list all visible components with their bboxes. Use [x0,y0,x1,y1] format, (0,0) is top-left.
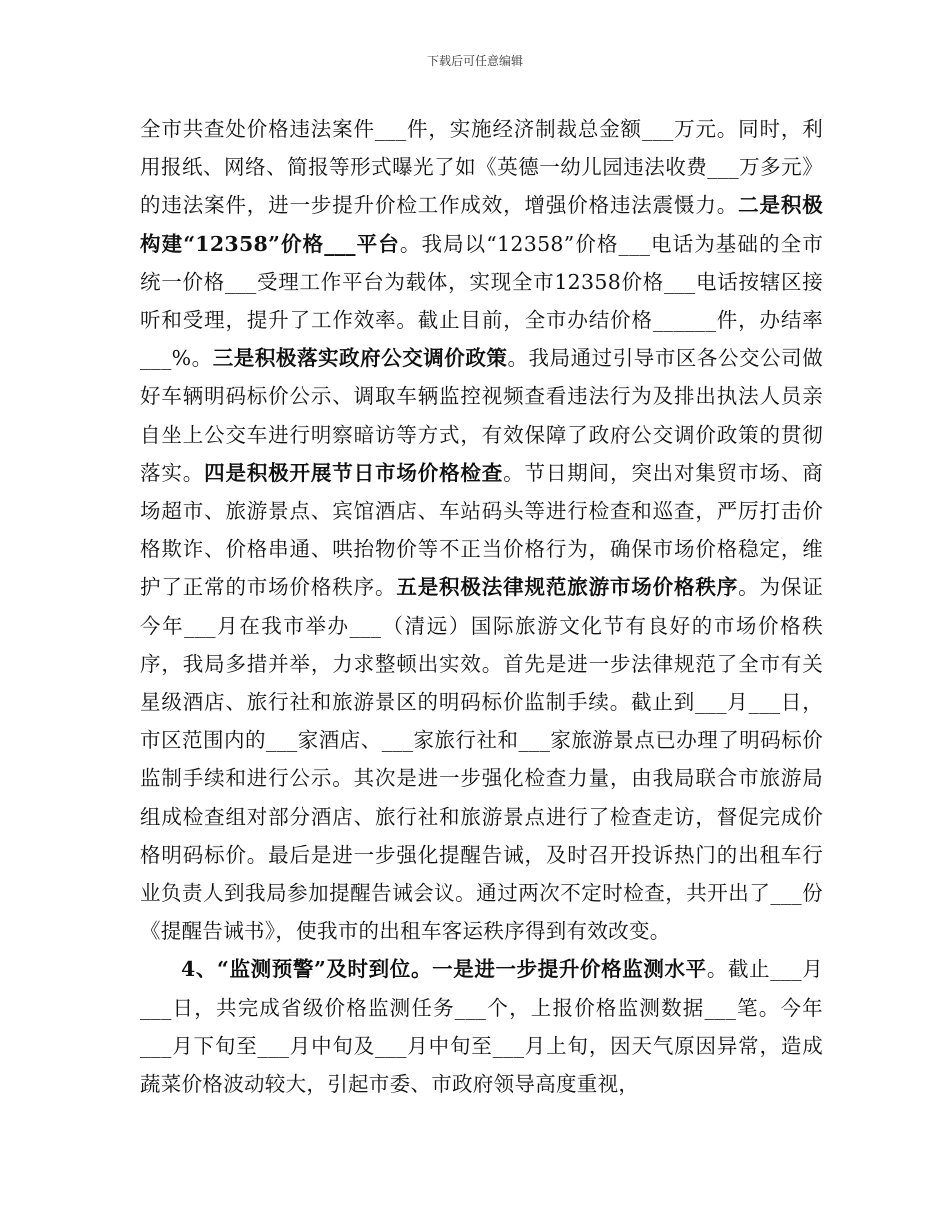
heading-12358-platform: 二是积极构建“12358”价格___平台 [140,193,823,256]
text-segment: 全市共查处价格违法案件___件，实施经济制裁总金额___万元。同时，利用报纸、网络、简报等形式曝光了如《英德一幼儿园违法收费___万多元》的违法案件，进一步提升价检工作成效，增强价格违法震慑力。 [140,117,823,218]
text-segment: 。截止___月___日，共完成省级价格监测任务___个，上报价格监测数据___笔。今年___月下旬至___月中旬及___月中旬至___月上旬，因天气原因异常，造成蔬菜价格波动较大，引起市委、市政府领导高度重视， [140,957,823,1097]
text-segment: 。为保证今年___月在我市举办___（清远）国际旅游文化节有良好的市场价格秩序，我局多措并举，力求整顿出实效。首先是进一步法律规范了全市有关星级酒店、旅行社和旅游景区的明码标价监制手续。截止到___月___日，市区范围内的___家酒店、___家旅行社和___家旅游景点已办理了明码标价监制手续和进行公示。其次是进一步强化检查力量，由我局联合市旅游局组成检查组对部分酒店、旅行社和旅游景点进行了检查走访，督促完成价格明码标价。最后是进一步强化提醒告诫，及时召开投诉热门的出租车行业负责人到我局参加提醒告诫会议。通过两次不定时检查，共开出了___份《提醒告诫书》，使我市的出租车客运秩序得到有效改变。 [140,575,823,944]
heading-holiday-inspection: 四是积极开展节日市场价格检查 [204,460,504,485]
text-segment: 。我局以“12358”价格___电话为基础的全市统一价格___受理工作平台为载体，实现全市12358价格___电话按辖区接听和受理，提升了工作效率。截止目前，全市办结价格______件，办结率___%。 [140,231,824,371]
heading-tourism-market-order: 五是积极法律规范旅游市场价格秩序 [396,575,739,600]
heading-monitoring-warning: 4、“监测预警”及时到位。一是进一步提升价格监测水平 [181,957,707,982]
text-segment: 。节日期间，突出对集贸市场、商场超市、旅游景点、宾馆酒店、车站码头等进行检查和巡查，严厉打击价格欺诈、价格串通、哄抬物价等不正当价格行为，确保市场价格稳定，维护了正常的市场价格秩序。 [140,460,824,600]
paragraph-monitoring [140,950,823,1103]
page-header: 下载后可任意编辑 [426,54,523,68]
heading-bus-fare-policy: 三是积极落实政府公交调价政策 [212,346,508,371]
paragraph-price-enforcement [140,110,823,950]
document-body [140,110,823,1103]
text-segment: 。我局通过引导市区各公交公司做好车辆明码标价公示、调取车辆监控视频查看违法行为及排出执法人员亲自坐上公交车进行明察暗访等方式，有效保障了政府公交调价政策的贯彻落实。 [140,346,823,485]
